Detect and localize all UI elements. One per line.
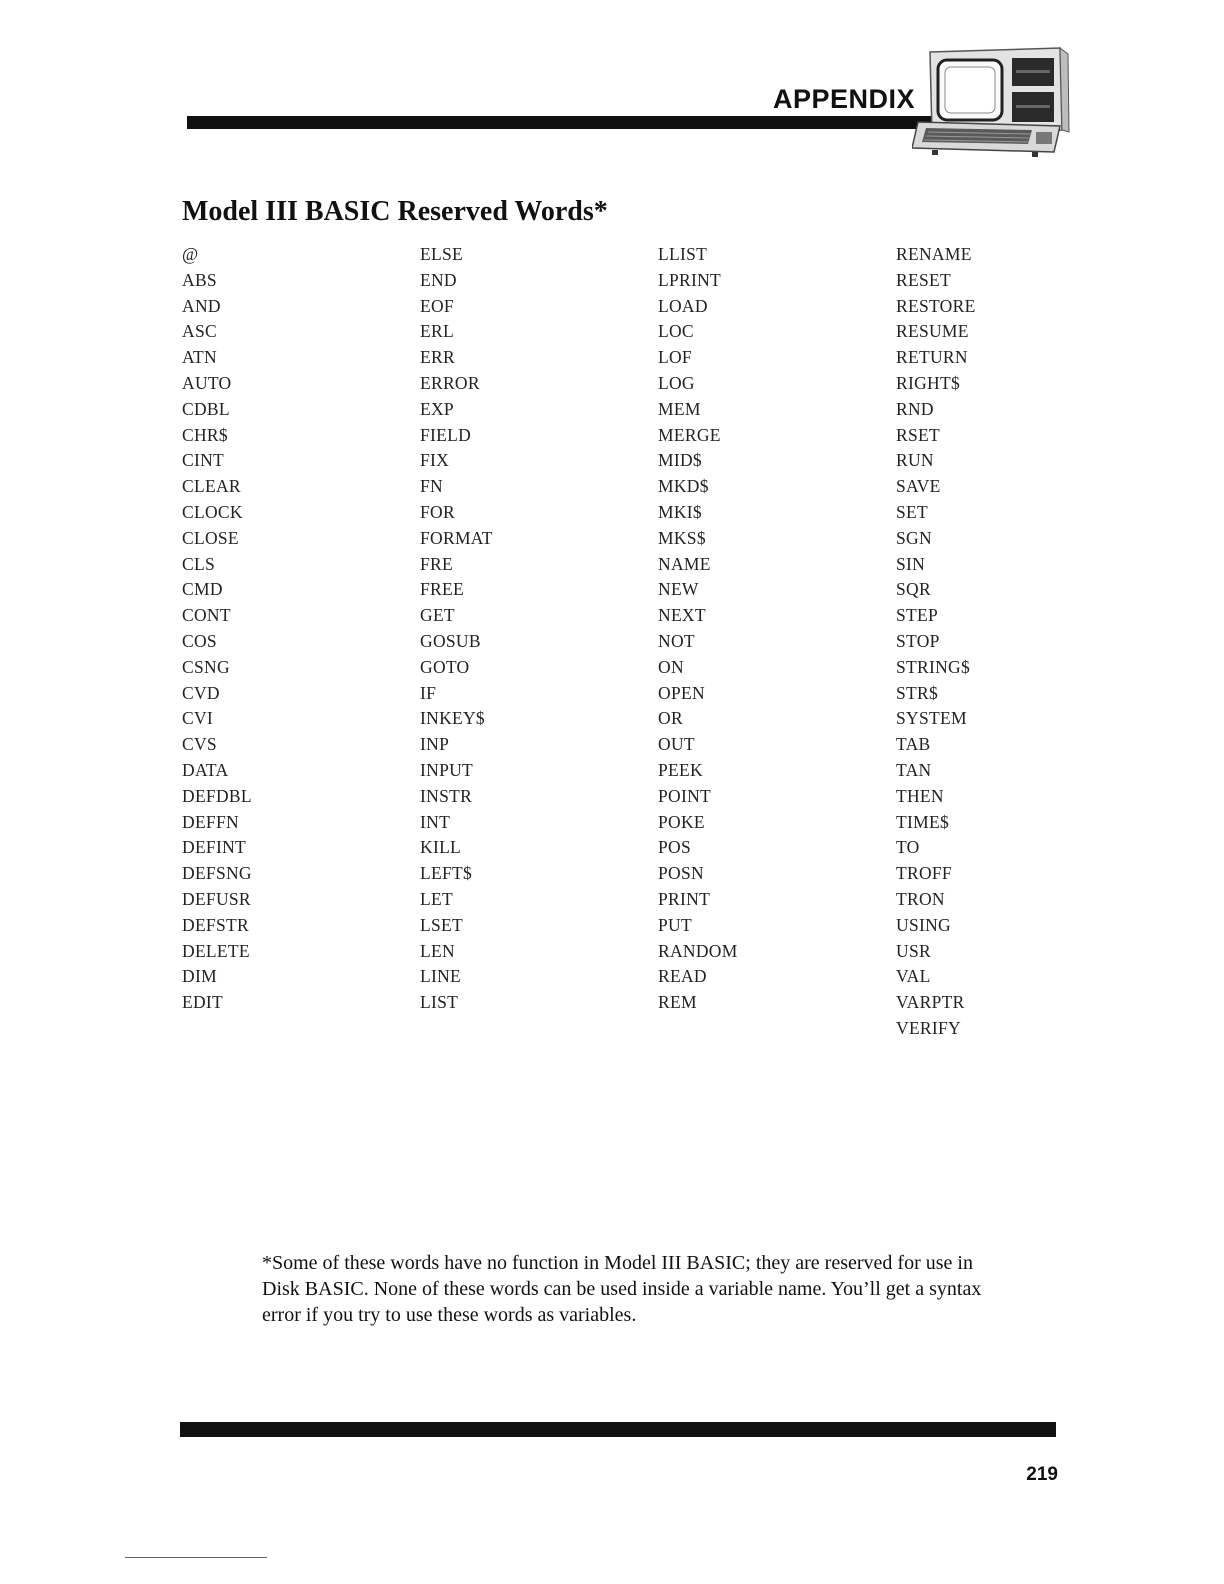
reserved-word: DEFINT bbox=[182, 837, 247, 858]
reserved-word: NEXT bbox=[658, 605, 706, 626]
reserved-word: IF bbox=[420, 682, 437, 703]
reserved-word: INPUT bbox=[420, 759, 474, 780]
reserved-word: MERGE bbox=[658, 424, 721, 445]
reserved-word: STR$ bbox=[896, 682, 939, 703]
reserved-word: DEFSNG bbox=[182, 863, 252, 884]
reserved-word: DIM bbox=[182, 966, 217, 987]
reserved-word: SIN bbox=[896, 553, 926, 574]
reserved-word: CVD bbox=[182, 682, 220, 703]
footer-rule bbox=[180, 1422, 1056, 1437]
reserved-word: DEFSTR bbox=[182, 914, 249, 935]
reserved-word: RSET bbox=[896, 424, 940, 445]
reserved-word: SQR bbox=[896, 579, 931, 600]
reserved-word: FORMAT bbox=[420, 527, 493, 548]
reserved-word: COS bbox=[182, 630, 217, 651]
reserved-word: END bbox=[420, 269, 457, 290]
reserved-word: DEFDBL bbox=[182, 785, 252, 806]
reserved-word: LIST bbox=[420, 992, 459, 1013]
reserved-word: RENAME bbox=[896, 244, 972, 264]
reserved-word: RUN bbox=[896, 450, 934, 471]
reserved-word: ERR bbox=[420, 347, 455, 368]
reserved-word: OUT bbox=[658, 734, 695, 755]
word-column-2 bbox=[420, 242, 658, 1042]
reserved-word: EDIT bbox=[182, 992, 224, 1013]
reserved-word: LOG bbox=[658, 372, 695, 393]
reserved-word: FOR bbox=[420, 501, 455, 522]
reserved-word: VAL bbox=[896, 966, 931, 987]
reserved-word: TAN bbox=[896, 759, 932, 780]
reserved-word: POKE bbox=[658, 811, 705, 832]
reserved-word: DEFFN bbox=[182, 811, 239, 832]
reserved-word: ELSE bbox=[420, 244, 464, 264]
reserved-word: RETURN bbox=[896, 347, 968, 368]
reserved-word: LSET bbox=[420, 914, 464, 935]
reserved-word: POS bbox=[658, 837, 692, 858]
reserved-word: MKS$ bbox=[658, 527, 706, 548]
reserved-word: EOF bbox=[420, 295, 454, 316]
reserved-word: PEEK bbox=[658, 759, 703, 780]
reserved-word: AND bbox=[182, 295, 221, 316]
reserved-word: FRE bbox=[420, 553, 453, 574]
reserved-word: SYSTEM bbox=[896, 708, 967, 729]
reserved-word: VARPTR bbox=[896, 992, 965, 1013]
reserved-word: RESUME bbox=[896, 321, 969, 342]
reserved-word: TIME$ bbox=[896, 811, 950, 832]
reserved-word: TRON bbox=[896, 888, 945, 909]
reserved-word: ABS bbox=[182, 269, 217, 290]
reserved-word: FREE bbox=[420, 579, 464, 600]
reserved-word: RND bbox=[896, 398, 934, 419]
reserved-word: SET bbox=[896, 501, 929, 522]
reserved-word: CMD bbox=[182, 579, 223, 600]
reserved-word: PRINT bbox=[658, 888, 711, 909]
reserved-word: CSNG bbox=[182, 656, 230, 677]
reserved-words-table bbox=[182, 242, 1022, 1042]
reserved-word: @ bbox=[182, 244, 199, 264]
reserved-word: ERROR bbox=[420, 372, 480, 393]
word-column-4 bbox=[896, 242, 1022, 1042]
reserved-word: POINT bbox=[658, 785, 712, 806]
reserved-word: LINE bbox=[420, 966, 462, 987]
reserved-word: CVI bbox=[182, 708, 214, 729]
reserved-word: MEM bbox=[658, 398, 701, 419]
reserved-word: OPEN bbox=[658, 682, 705, 703]
reserved-word: MKD$ bbox=[658, 476, 709, 497]
reserved-word: RESTORE bbox=[896, 295, 976, 316]
computer-icon bbox=[912, 44, 1072, 162]
reserved-word: RANDOM bbox=[658, 940, 738, 961]
reserved-word: DELETE bbox=[182, 940, 250, 961]
page-number: 219 bbox=[1026, 1464, 1058, 1485]
reserved-word: DATA bbox=[182, 759, 229, 780]
word-column-1 bbox=[182, 242, 420, 1042]
footnote: *Some of these words have no function in Model III BASIC; they are reserved for use in Disk BASIC. None of these words can be used inside a variable name. You’ll get a syntax error if you try to use these words as variables. bbox=[262, 1252, 982, 1326]
reserved-word: GET bbox=[420, 605, 455, 626]
reserved-word: FIX bbox=[420, 450, 450, 471]
reserved-word: ATN bbox=[182, 347, 217, 368]
reserved-word: STOP bbox=[896, 630, 940, 651]
reserved-word: CONT bbox=[182, 605, 231, 626]
reserved-word: USR bbox=[896, 940, 931, 961]
reserved-word: MKI$ bbox=[658, 501, 702, 522]
reserved-word: DEFUSR bbox=[182, 888, 251, 909]
reserved-word: CLEAR bbox=[182, 476, 241, 497]
reserved-word: CLS bbox=[182, 553, 215, 574]
reserved-word: LOC bbox=[658, 321, 694, 342]
reserved-word: OR bbox=[658, 708, 683, 729]
reserved-word: LET bbox=[420, 888, 453, 909]
reserved-word: LEFT$ bbox=[420, 863, 473, 884]
reserved-word: TROFF bbox=[896, 863, 952, 884]
reserved-word: READ bbox=[658, 966, 707, 987]
reserved-word: INKEY$ bbox=[420, 708, 485, 729]
page-title: Model III BASIC Reserved Words* bbox=[182, 196, 608, 227]
reserved-word: LPRINT bbox=[658, 269, 722, 290]
reserved-word: EXP bbox=[420, 398, 454, 419]
reserved-word: LEN bbox=[420, 940, 455, 961]
reserved-word: NEW bbox=[658, 579, 699, 600]
section-label: APPENDIX bbox=[772, 84, 915, 114]
reserved-word: GOSUB bbox=[420, 630, 481, 651]
reserved-word: LOF bbox=[658, 347, 692, 368]
reserved-word: ASC bbox=[182, 321, 217, 342]
reserved-word: CHR$ bbox=[182, 424, 228, 445]
reserved-word: AUTO bbox=[182, 372, 232, 393]
reserved-word: FIELD bbox=[420, 424, 472, 445]
reserved-word: SGN bbox=[896, 527, 932, 548]
reserved-word: CLOSE bbox=[182, 527, 239, 548]
word-column-3 bbox=[658, 242, 896, 1042]
reserved-word: CINT bbox=[182, 450, 225, 471]
reserved-word: FN bbox=[420, 476, 443, 497]
reserved-word: TAB bbox=[896, 734, 931, 755]
reserved-word: PUT bbox=[658, 914, 692, 935]
reserved-word: NAME bbox=[658, 553, 711, 574]
reserved-word: STEP bbox=[896, 605, 939, 626]
reserved-word: NOT bbox=[658, 630, 695, 651]
reserved-word: POSN bbox=[658, 863, 704, 884]
reserved-word: REM bbox=[658, 992, 697, 1013]
reserved-word: TO bbox=[896, 837, 920, 858]
reserved-word: USING bbox=[896, 914, 951, 935]
scan-artifact-line bbox=[125, 1557, 267, 1558]
reserved-word: INSTR bbox=[420, 785, 473, 806]
reserved-word: INP bbox=[420, 734, 450, 755]
reserved-word: INT bbox=[420, 811, 451, 832]
reserved-word: THEN bbox=[896, 785, 944, 806]
reserved-word: STRING$ bbox=[896, 656, 971, 677]
reserved-word: LOAD bbox=[658, 295, 708, 316]
reserved-word: CDBL bbox=[182, 398, 230, 419]
reserved-word: KILL bbox=[420, 837, 462, 858]
reserved-word: RIGHT$ bbox=[896, 372, 961, 393]
reserved-word: ERL bbox=[420, 321, 454, 342]
reserved-word: VERIFY bbox=[896, 1017, 961, 1038]
header-rule bbox=[187, 116, 932, 129]
reserved-word: CVS bbox=[182, 734, 217, 755]
reserved-word: ON bbox=[658, 656, 684, 677]
reserved-word: MID$ bbox=[658, 450, 702, 471]
reserved-word: RESET bbox=[896, 269, 951, 290]
reserved-word: LLIST bbox=[658, 244, 708, 264]
reserved-word: SAVE bbox=[896, 476, 941, 497]
reserved-word: GOTO bbox=[420, 656, 470, 677]
reserved-word: CLOCK bbox=[182, 501, 243, 522]
